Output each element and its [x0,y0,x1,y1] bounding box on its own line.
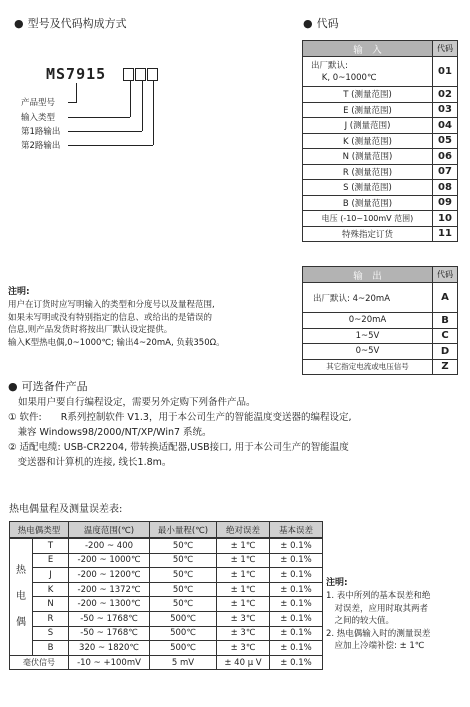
output-row-code: D [433,344,458,360]
table-cell: ± 1℃ [217,553,270,568]
table-cell: J [33,568,69,583]
input-code-table [302,40,458,242]
col-header: 绝对误差 [217,522,270,538]
table-cell: 毫伏信号 [10,655,69,670]
range-note-title: 注明: [326,578,348,588]
input-row-label: 特殊指定订货 [303,226,433,242]
accessories-section [8,378,468,470]
thermocouple-range-body [9,538,323,670]
accessories-line: 变送器和计算机的连接, 线长1.8m。 [8,457,172,468]
accessories-title: ● 可选备件产品 [8,380,88,393]
table-cell: 320 ~ 1820℃ [69,641,150,656]
table-cell: S [33,626,69,641]
table-cell: N [33,597,69,612]
table-cell: 50℃ [150,539,217,554]
output-code-table [302,266,458,375]
table-cell: 50℃ [150,597,217,612]
table-cell: 50℃ [150,582,217,597]
table-cell: -50 ~ 1768℃ [69,626,150,641]
range-section-title: 热电偶量程及测量误差表: [9,504,123,515]
output-row-code: Z [433,359,458,375]
table-cell: ± 0.1% [270,641,323,656]
code-box-output1 [135,68,146,81]
connector-line [68,102,77,103]
table-cell: 5 mV [150,655,217,670]
input-row-code: 04 [433,118,458,134]
input-row-code: 02 [433,87,458,103]
range-note-line: 1. 表中所列的基本误差和绝 [326,591,431,601]
output-row-label: 其它指定电流或电压信号 [303,359,433,375]
input-row-label: K (测量范围) [303,133,433,149]
code-box-output2 [147,68,158,81]
note-line: 输入K型热电偶,0~1000℃; 输出4~20mA, 负载350Ω。 [8,337,225,348]
code-box-input [123,68,134,81]
input-row-code: 11 [433,226,458,242]
label-output1: 第1路输出 [21,127,61,137]
label-product-model: 产品型号 [21,98,56,108]
input-row-label: 电压 (-10~100mV 范围) [303,211,433,227]
input-row-label: B (测量范围) [303,195,433,211]
range-note-line: 应加上冷端补偿: ± 1℃ [326,641,425,652]
code-section-title: ● 代码 [303,17,339,30]
col-header: 热电偶类型 [10,522,69,538]
table-cell: ± 0.1% [270,582,323,597]
note-line: 用户在订货时应写明输入的类型和分度号以及量程范围, [8,300,215,310]
table-cell: ± 0.1% [270,553,323,568]
range-note-line: 之间的较大值。 [326,616,395,627]
input-header: 输 入 [303,41,433,57]
connector-line [76,83,77,102]
table-cell: E [33,553,69,568]
range-note-line: 对误差，应用时取其两者 [326,603,429,614]
output-row-label: 0~20mA [303,313,433,329]
input-row-code: 08 [433,180,458,196]
col-header: 温度范围(℃) [69,522,150,538]
input-row-code: 10 [433,211,458,227]
note-line: 信息,则产品发货时将按出厂默认设定提供。 [8,325,173,336]
table-cell: ± 3℃ [217,611,270,626]
table-cell: ± 1℃ [217,539,270,554]
col-header: 基本误差 [270,522,323,538]
input-row-label: J (测量范围) [303,118,433,134]
output-header: 输 出 [303,267,433,283]
table-cell: ± 0.1% [270,655,323,670]
table-cell: -200 ~ 1300℃ [69,597,150,612]
accessories-line: ② 适配电缆: USB-CR2204, 带转换适配器,USB接口, 用于本公司生产的智能温度 [8,442,349,453]
code-header: 代码 [433,267,458,283]
bullet-icon: ● [303,17,313,30]
table-cell: ± 0.1% [270,626,323,641]
table-cell: T [33,539,69,554]
input-row-code: 07 [433,164,458,180]
input-row-code: 01 [433,57,458,87]
label-input-type: 输入类型 [21,113,56,123]
table-cell: ± 0.1% [270,597,323,612]
label-output2: 第2路输出 [21,141,61,151]
accessories-line: ① 软件: R系列控制软件 V1.3，用于本公司生产的智能温度变送器的编程设定, [8,412,352,423]
code-header: 代码 [433,41,458,57]
table-cell: K [33,582,69,597]
output-row-code: A [433,283,458,313]
input-row-label: R (测量范围) [303,164,433,180]
table-cell: ± 3℃ [217,641,270,656]
col-header: 最小量程(℃) [150,522,217,538]
table-cell: -200 ~ 1200℃ [69,568,150,583]
range-note [326,575,468,653]
output-row-label: 1~5V [303,328,433,344]
table-cell: ± 0.1% [270,611,323,626]
connector-line [130,81,131,117]
input-row-code: 09 [433,195,458,211]
group-label: 热 电 偶 [10,539,33,656]
table-cell: -200 ~ 1372℃ [69,582,150,597]
output-row-label: 出厂默认: 4~20mA [303,283,433,313]
output-row-label: 0~5V [303,344,433,360]
accessories-line: 兼容 Windows98/2000/NT/XP/Win7 系统。 [8,427,212,438]
table-cell: 50℃ [150,568,217,583]
model-section-title: ● 型号及代码构成方式 [14,17,127,30]
bullet-icon: ● [8,380,18,393]
table-cell: 500℃ [150,626,217,641]
input-row-code: 06 [433,149,458,165]
input-row-code: 05 [433,133,458,149]
connector-line [153,81,154,145]
table-cell: ± 3℃ [217,626,270,641]
note-title: 注明: [8,287,30,297]
connector-line [142,81,143,131]
output-row-code: B [433,313,458,329]
table-cell: ± 1℃ [217,568,270,583]
input-row-label: T (测量范围) [303,87,433,103]
table-cell: ± 1℃ [217,582,270,597]
accessories-line: 如果用户要自行编程设定，需要另外定购下列备件产品。 [18,397,256,408]
input-row-label: E (测量范围) [303,102,433,118]
input-row-code: 03 [433,102,458,118]
table-cell: -200 ~ 400 [69,539,150,554]
table-cell: B [33,641,69,656]
table-cell: -200 ~ 1000℃ [69,553,150,568]
connector-line [68,117,130,118]
order-note [8,284,298,349]
table-cell: ± 0.1% [270,568,323,583]
table-cell: 500℃ [150,611,217,626]
table-cell: ± 0.1% [270,539,323,554]
input-row-label: 出厂默认: K, 0~1000℃ [303,57,433,87]
table-cell: ± 40 μ V [217,655,270,670]
table-cell: 500℃ [150,641,217,656]
input-row-label: S (测量范围) [303,180,433,196]
connector-line [68,131,142,132]
table-cell: 50℃ [150,553,217,568]
connector-line [68,145,153,146]
table-cell: -10 ~ +100mV [69,655,150,670]
bullet-icon: ● [14,17,24,30]
output-row-code: C [433,328,458,344]
table-cell: ± 1℃ [217,597,270,612]
range-note-line: 2. 热电偶输入时的测量误差 [326,628,431,639]
model-prefix: MS7915 [46,65,107,83]
table-cell: -50 ~ 1768℃ [69,611,150,626]
note-line: 如果未写明或没有特别指定的信息、或给出的是错误的 [8,312,213,323]
table-cell: R [33,611,69,626]
thermocouple-range-table [9,521,323,538]
input-row-label: N (测量范围) [303,149,433,165]
